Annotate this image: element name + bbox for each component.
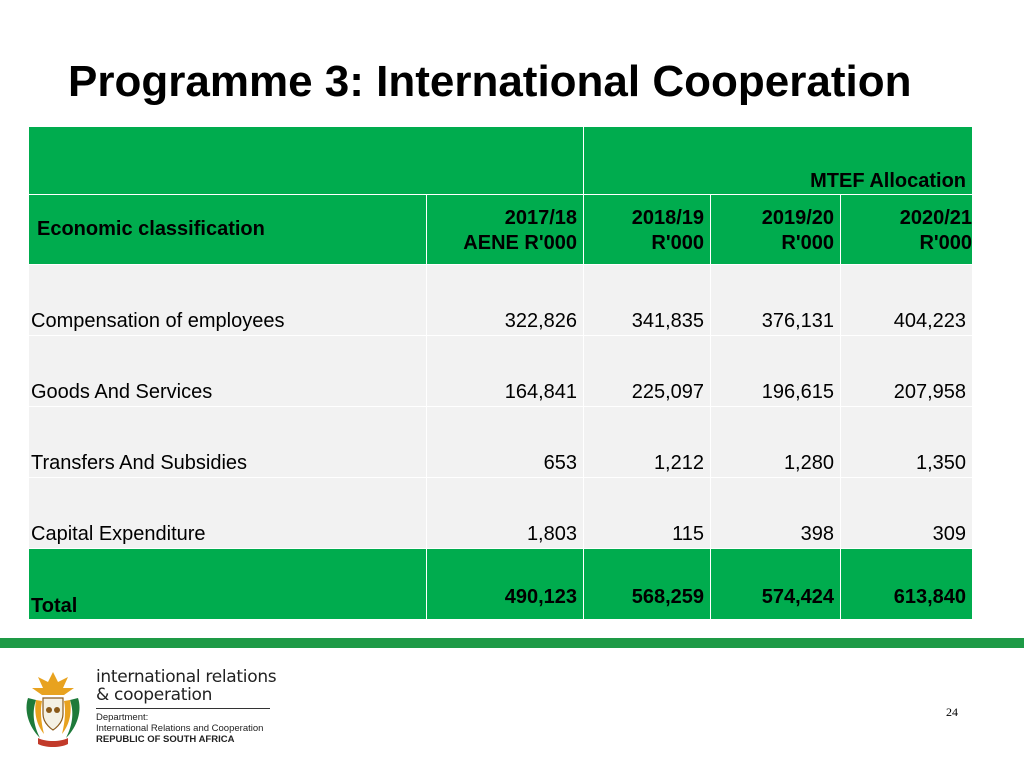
- cell-value: 1,212: [584, 407, 711, 478]
- page-number: 24: [946, 705, 958, 719]
- cell-value: 653: [427, 407, 584, 478]
- total-value: 613,840: [841, 549, 973, 620]
- cell-value: 404,223: [841, 265, 973, 336]
- cell-value: 341,835: [584, 265, 711, 336]
- table-column-header-row: [29, 195, 973, 265]
- country-name: REPUBLIC OF SOUTH AFRICA: [96, 734, 235, 745]
- total-value: 574,424: [711, 549, 841, 620]
- row-label: Capital Expenditure: [29, 478, 427, 549]
- table-row: [29, 265, 973, 336]
- cell-value: 115: [584, 478, 711, 549]
- header-blank-cell: [29, 127, 584, 195]
- budget-table: [28, 126, 973, 620]
- table-row: [29, 336, 973, 407]
- row-label: Goods And Services: [29, 336, 427, 407]
- table-row: [29, 407, 973, 478]
- row-label: Transfers And Subsidies: [29, 407, 427, 478]
- table-row: [29, 478, 973, 549]
- column-header-2019-20: 2019/20 R'000: [711, 195, 841, 265]
- cell-value: 196,615: [711, 336, 841, 407]
- brand-line: international relations: [96, 667, 277, 687]
- department-name: International Relations and Cooperation: [96, 723, 264, 734]
- total-value: 490,123: [427, 549, 584, 620]
- cell-value: 1,280: [711, 407, 841, 478]
- department-label: Department:: [96, 712, 149, 723]
- footer-green-band: [0, 638, 1024, 648]
- total-value: 568,259: [584, 549, 711, 620]
- cell-value: 1,350: [841, 407, 973, 478]
- brand-line: & cooperation: [96, 685, 213, 705]
- row-label: Compensation of employees: [29, 265, 427, 336]
- slide-title: Programme 3: International Cooperation: [68, 57, 912, 106]
- table-group-header-row: [29, 127, 973, 195]
- column-header-2018-19: 2018/19 R'000: [584, 195, 711, 265]
- cell-value: 225,097: [584, 336, 711, 407]
- mtef-allocation-header: MTEF Allocation: [584, 127, 973, 195]
- cell-value: 309: [841, 478, 973, 549]
- table-total-row: [29, 549, 973, 620]
- economic-classification-header: Economic classification: [29, 195, 427, 265]
- south-africa-coat-of-arms-icon: [22, 668, 84, 750]
- footer-brand: [96, 668, 276, 745]
- brand-divider: [96, 708, 270, 709]
- column-header-2017-18: 2017/18 AENE R'000: [427, 195, 584, 265]
- cell-value: 164,841: [427, 336, 584, 407]
- cell-value: 398: [711, 478, 841, 549]
- cell-value: 1,803: [427, 478, 584, 549]
- total-label: Total: [29, 549, 427, 620]
- cell-value: 207,958: [841, 336, 973, 407]
- column-header-2020-21: 2020/21 R'000: [841, 195, 973, 265]
- cell-value: 322,826: [427, 265, 584, 336]
- cell-value: 376,131: [711, 265, 841, 336]
